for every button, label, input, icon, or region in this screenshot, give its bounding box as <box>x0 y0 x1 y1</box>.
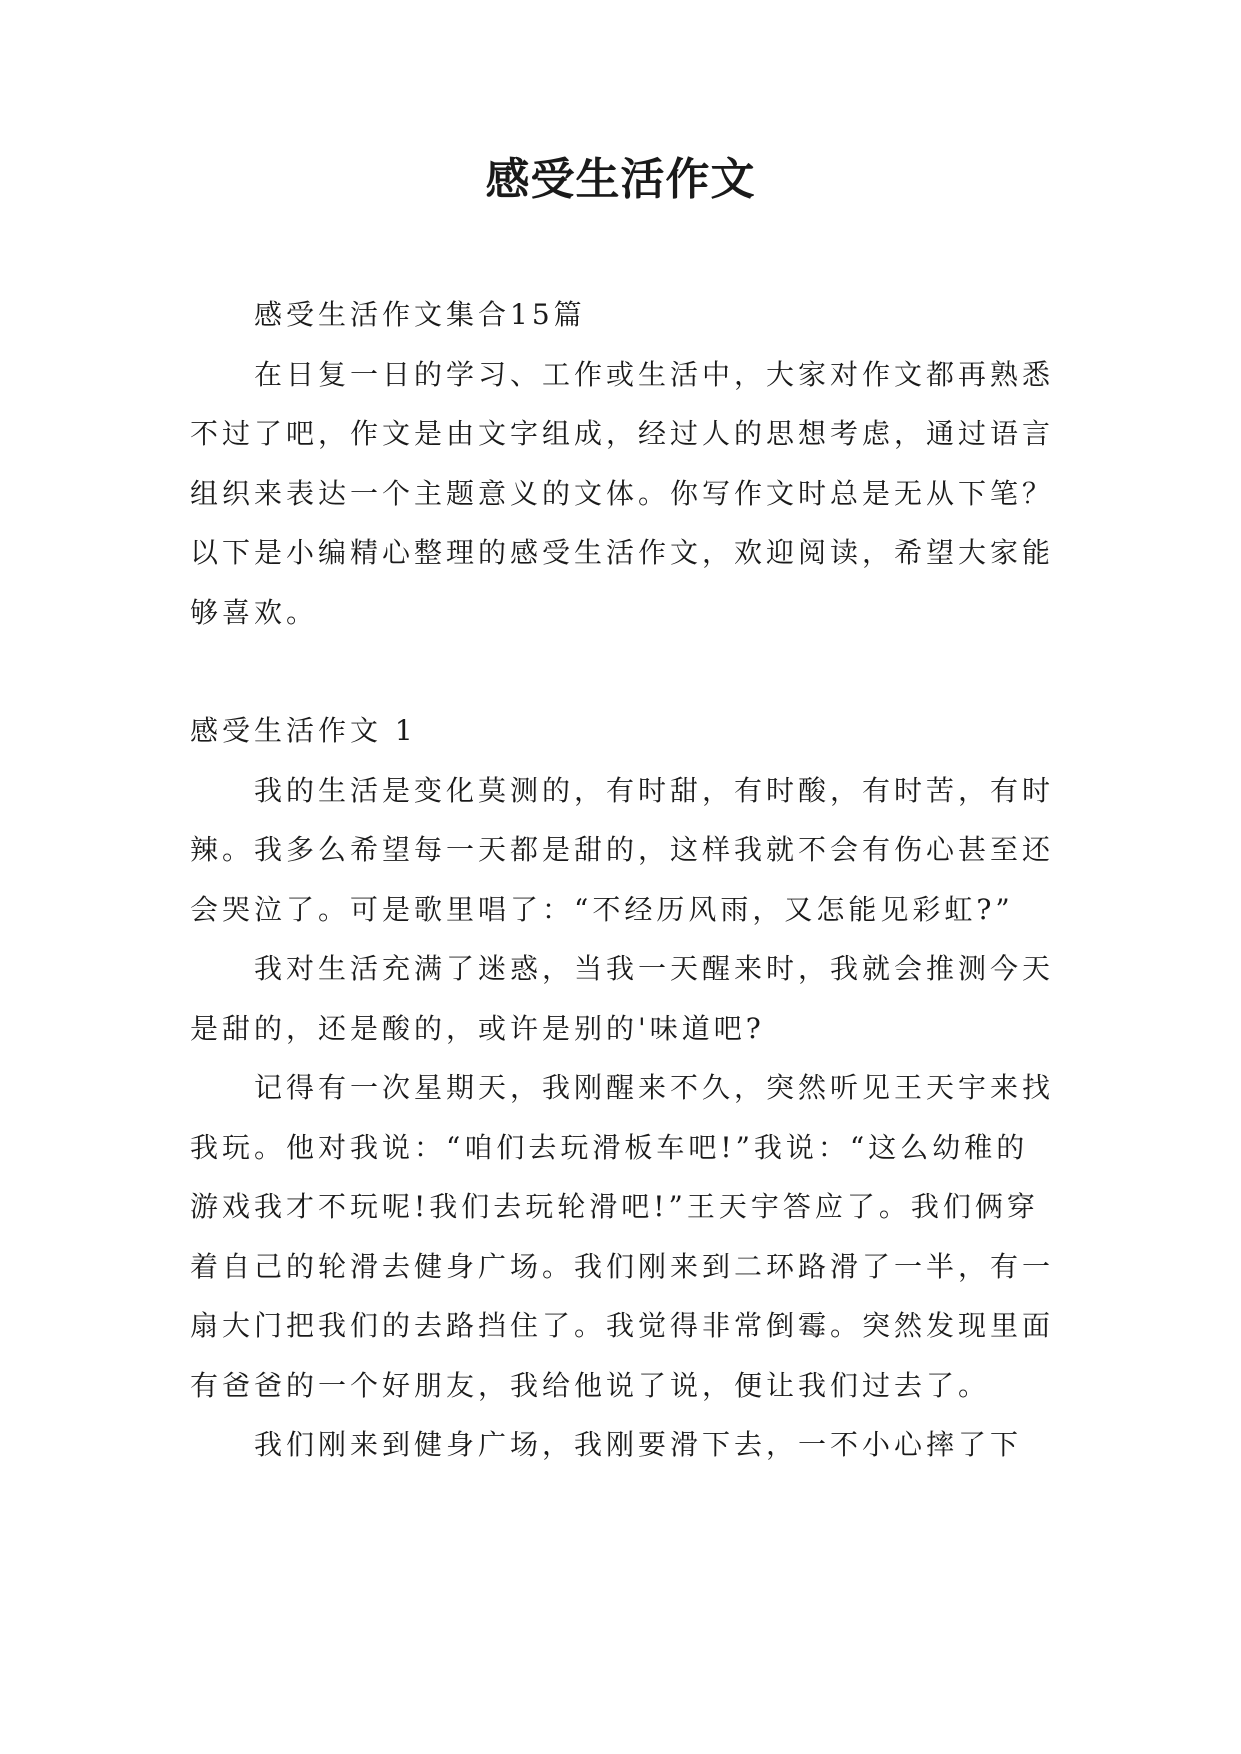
section-spacer <box>190 642 1054 701</box>
body-paragraph: 我的生活是变化莫测的，有时甜，有时酸，有时苦，有时辣。我多么希望每一天都是甜的，这样我就不会有伤心甚至还会哭泣了。可是歌里唱了：“不经历风雨，又怎能见彩虹?” <box>190 773 1055 926</box>
section-heading: 感受生活作文 1 <box>190 714 417 747</box>
body-paragraph: 我们刚来到健身广场，我刚要滑下去，一不小心摔了下 <box>254 1428 1023 1461</box>
document-body <box>190 285 1054 1475</box>
collection-heading: 感受生活作文集合15篇 <box>254 298 586 331</box>
intro-paragraph: 在日复一日的学习、工作或生活中，大家对作文都再熟悉不过了吧，作文是由文字组成，经过人的思想考虑，通过语言组织来表达一个主题意义的文体。你写作文时总是无从下笔？以下是小编精心整理的感受生活作文，欢迎阅读，希望大家能够喜欢。 <box>190 357 1055 629</box>
document-title: 感受生活作文 <box>485 154 756 205</box>
body-paragraph: 我对生活充满了迷惑，当我一天醒来时，我就会推测今天是甜的，还是酸的，或许是别的'味道吧? <box>190 952 1055 1045</box>
body-paragraph: 记得有一次星期天，我刚醒来不久，突然听见王天宇来找我玩。他对我说：“咱们去玩滑板车吧!”我说：“这么幼稚的游戏我才不玩呢!我们去玩轮滑吧!”王天宇答应了。我们俩穿着自己的轮滑去健身广场。我们刚来到二环路滑了一半，有一扇大门把我们的去路挡住了。我觉得非常倒霉。突然发现里面有爸爸的一个好朋友，我给他说了说，便让我们过去了。 <box>190 1071 1055 1402</box>
